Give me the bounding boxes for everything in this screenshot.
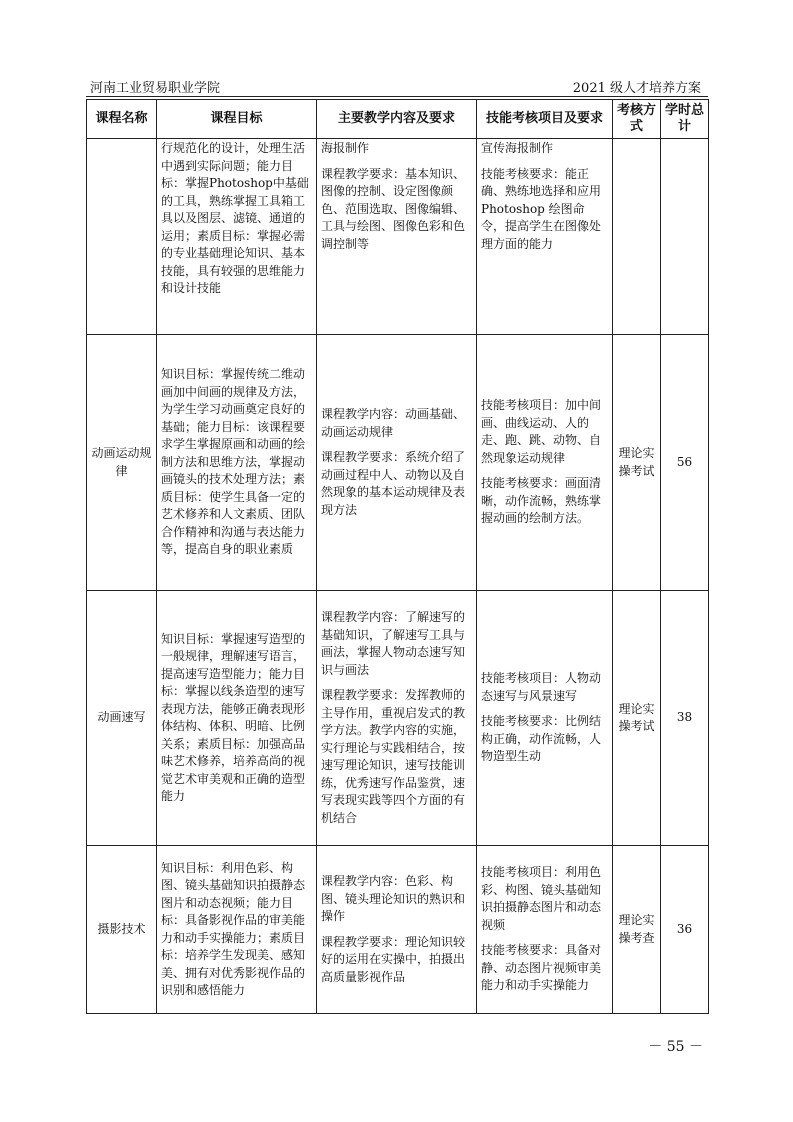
header-course-name: 课程名称 [87, 100, 157, 139]
header-teaching-content: 主要教学内容及要求 [317, 100, 477, 139]
skill-requirement: 技能考核要求：比例结构正确，动作流畅，人物造型生动 [481, 714, 602, 764]
table-row [87, 591, 709, 846]
skill-requirement: 技能考核要求：画面清晰，动作流畅，熟练掌握动画的绘制方法。 [481, 476, 602, 526]
skill-assessment [477, 139, 613, 335]
skill-assessment [477, 846, 613, 1014]
content-requirement: 课程教学要求：系统介绍了动画过程中人、动物以及自然现象的基本运动规律及表现方法 [321, 450, 466, 517]
table-row [87, 139, 709, 335]
course-goal: 知识目标：掌握速写造型的一般规律，理解速写语言，提高速写造型能力；能力目标：掌握以线条造型的速写表现方法，能够正确表现形体结构、体积、明暗、比例关系；素质目标：加强高品味艺术修养，培养高尚的视觉艺术审美观和正确的造型能力 [157, 591, 317, 846]
skill-assessment [477, 591, 613, 846]
page-number: － 55 － [648, 1039, 703, 1055]
teaching-content [317, 335, 477, 591]
table-row [87, 846, 709, 1014]
course-name: 动画运动规律 [87, 335, 157, 591]
header-plan-title: 2021 级人才培养方案 [572, 81, 701, 96]
teaching-content [317, 846, 477, 1014]
total-hours: 56 [661, 335, 709, 591]
header-course-goal: 课程目标 [157, 100, 317, 139]
header-school: 河南工业贸易职业学院 [90, 81, 221, 96]
assessment-method: 理论实操考试 [613, 591, 661, 846]
skill-item: 技能考核项目：人物动态速写与风景速写 [481, 671, 602, 703]
assessment-method [613, 139, 661, 335]
total-hours [661, 139, 709, 335]
content-requirement: 课程教学要求：基本知识、图像的控制、设定图像颜色、范围选取、图像编辑、工具与绘图、图像色彩和色调控制等 [321, 166, 466, 251]
course-name: 动画速写 [87, 591, 157, 846]
total-hours: 38 [661, 591, 709, 846]
content-item: 课程教学内容：色彩、构图、镜头理论知识的熟识和操作 [321, 874, 466, 923]
content-requirement: 课程教学要求：理论知识较好的运用在实操中，拍摄出高质量影视作品 [321, 934, 466, 984]
teaching-content [317, 139, 477, 335]
total-hours: 36 [661, 846, 709, 1014]
table-row [87, 335, 709, 591]
header-skill-assessment: 技能考核项目及要求 [477, 100, 613, 139]
teaching-content [317, 591, 477, 846]
skill-item: 技能考核项目：加中间画、曲线运动、人的走、跑、跳、动物、自然现象运动规律 [481, 398, 602, 465]
header-assessment-method: 考核方式 [613, 100, 661, 139]
course-name [87, 139, 157, 335]
course-goal: 行规范化的设计，处理生活中遇到实际问题；能力目标：掌握Photoshop中基础的工具，熟练掌握工具箱工具以及图层、滤镜、通道的运用；素质目标：掌握必需的专业基础理论知识、基本技能，具有较强的思维能力和设计技能 [157, 139, 317, 335]
course-goal: 知识目标：利用色彩、构图、镜头基础知识拍摄静态图片和动态视频；能力目标：具备影视作品的审美能力和动手实操能力；素质目标：培养学生发现美、感知美、拥有对优秀影视作品的识别和感悟能力 [157, 846, 317, 1014]
content-item: 课程教学内容：了解速写的基础知识，了解速写工具与画法，掌握人物动态速写知识与画法 [321, 610, 466, 677]
content-requirement: 课程教学要求：发挥教师的主导作用，重视启发式的教学方法。教学内容的实施，实行理论与实践相结合，按速写理论知识，速写技能训练，优秀速写作品鉴赏，速写表现实践等四个方面的有机结合 [321, 688, 466, 825]
content-item: 海报制作 [321, 141, 370, 155]
course-table [86, 99, 709, 1014]
skill-item: 宣传海报制作 [481, 141, 554, 155]
skill-requirement: 技能考核要求：能正确、熟练地选择和应用 Photoshop 绘图命令，提高学生在图像处理方面的能力 [481, 166, 602, 251]
header-total-hours: 学时总计 [661, 100, 709, 139]
course-name: 摄影技术 [87, 846, 157, 1014]
header-divider [86, 96, 708, 97]
skill-requirement: 技能考核要求：具备对静、动态图片视频审美能力和动手实操能力 [481, 943, 602, 993]
assessment-method: 理论实操考试 [613, 335, 661, 591]
assessment-method: 理论实操考查 [613, 846, 661, 1014]
course-goal: 知识目标：掌握传统二维动画加中间画的规律及方法，为学生学习动画奠定良好的基础；能力目标：该课程要求学生掌握原画和动画的绘制方法和思维方法，掌握动画镜头的技术处理方法；素质目标：使学生具备一定的艺术修养和人文素质、团队合作精神和沟通与表达能力等，提高自身的职业素质 [157, 335, 317, 591]
skill-item: 技能考核项目：利用色彩、构图、镜头基础知识拍摄静态图片和动态视频 [481, 865, 602, 932]
content-item: 课程教学内容：动画基础、动画运动规律 [321, 407, 466, 439]
table-header-row [87, 100, 709, 139]
skill-assessment [477, 335, 613, 591]
